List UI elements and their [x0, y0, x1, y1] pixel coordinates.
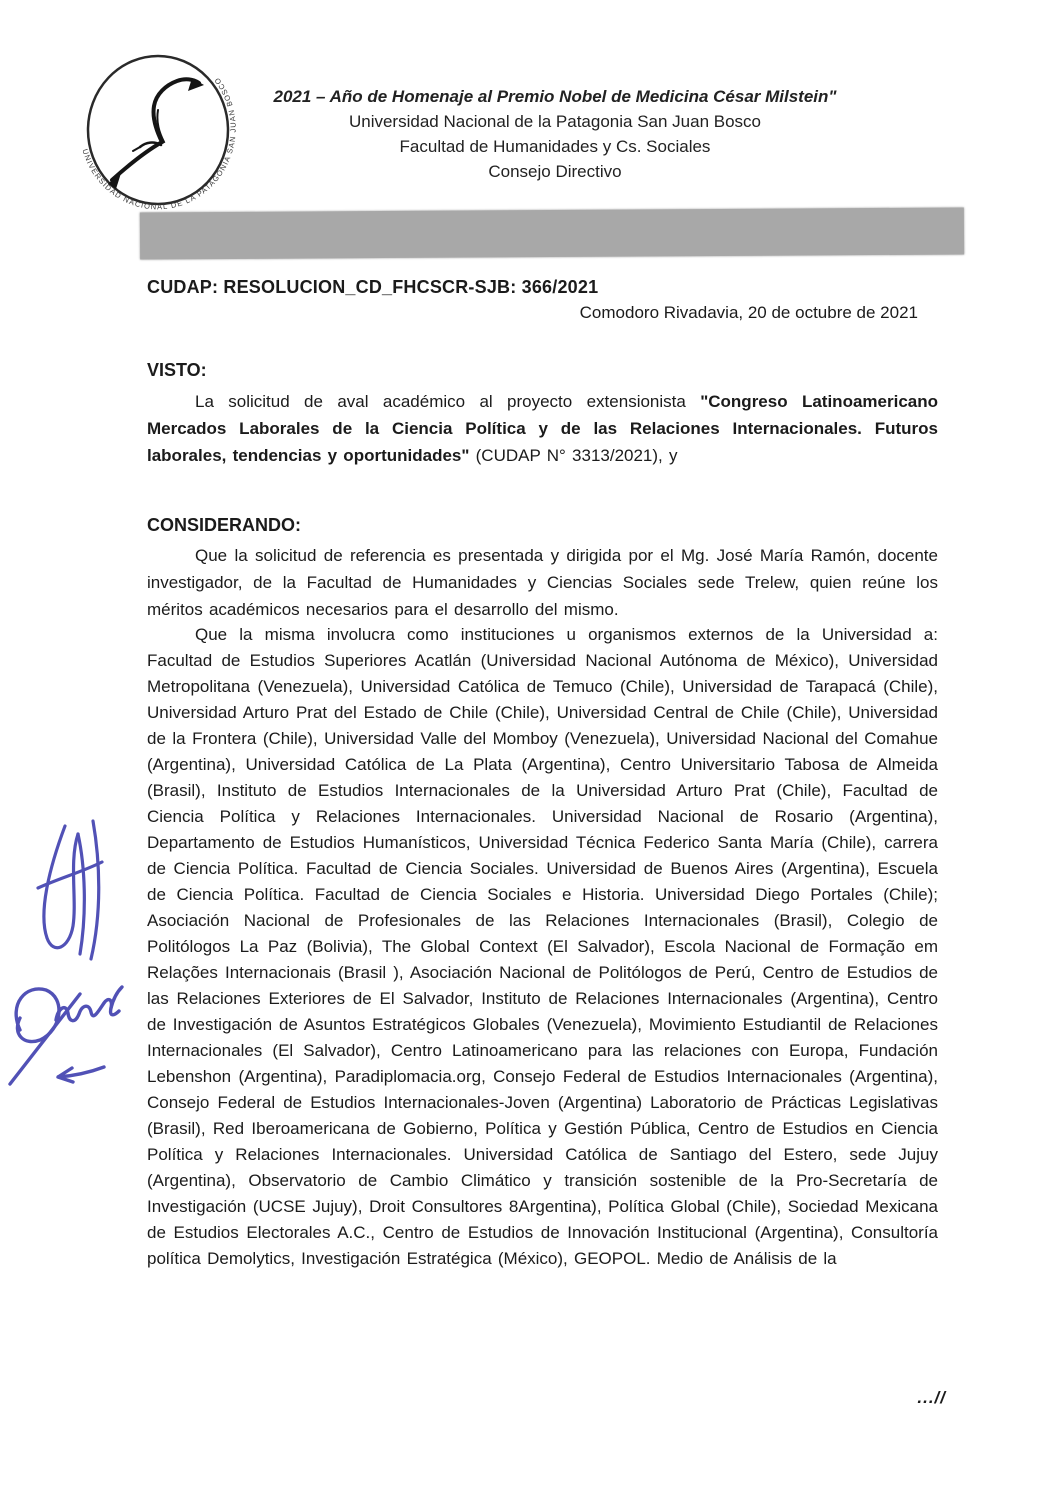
letterhead — [190, 84, 920, 184]
cudap-resolution-number: CUDAP: RESOLUCION_CD_FHCSCR-SJB: 366/2021 — [147, 277, 599, 297]
letterhead-motto: 2021 – Año de Homenaje al Premio Nobel de Medicina César Milstein" — [273, 87, 837, 106]
letterhead-faculty: Facultad de Humanidades y Cs. Sociales — [399, 137, 711, 156]
visto-label: VISTO: — [147, 360, 207, 380]
logo-ring-text: UNIVERSIDAD NACIONAL DE LA PATAGONIA SAN JUAN BOSCO — [80, 75, 238, 212]
visto-text-start: La solicitud de aval académico al proyecto extensionista — [195, 392, 701, 411]
visto-paragraph — [147, 388, 938, 469]
dateline: Comodoro Rivadavia, 20 de octubre de 2021 — [579, 303, 918, 322]
letterhead-university: Universidad Nacional de la Patagonia San Juan Bosco — [348, 112, 762, 131]
redaction-bar — [140, 207, 964, 259]
page-continuation-mark: ...// — [917, 1388, 946, 1407]
letterhead-council: Consejo Directivo — [488, 162, 622, 181]
considerando-label: CONSIDERANDO: — [147, 515, 302, 535]
considerando-paragraph-2: Que la misma involucra como instituciones u organismos externos de la Universidad a: Facultad de Estudios Superiores Acatlán (Universidad Nacional Autónoma de México), Universidad Metropolitana (Venezuela), Universidad Católica de Temuco (Chile), Universidad de Tarapacá (Chile), Universidad Arturo Prat del Estado de Chile (Chile), Universidad Central de Chile (Chile), Universidad de la Frontera (Chile), Universidad Valle del Momboy (Venezuela), Universidad Nacional del Comahue (Argentina), Universidad Católica de La Plata (Argentina), Centro Universitario Tabosa de Almeida (Brasil), Instituto de Estudios Internacionales de la Universidad Arturo Prat (Chile), Facultad de Ciencia Política y Relaciones Internacionales. Universidad Nacional de Rosario (Argentina), Departamento de Estudios Humanísticos, Universidad Técnica Federico Santa María (Chile), carrera de Ciencia Política. Facultad de Ciencia Sociales. Universidad de Buenos Aires (Argentina), Escuela de Ciencia Política. Facultad de Ciencia Sociales e Historia. Universidad Diego Portales (Chile); Asociación Nacional de Profesionales de las Relaciones Internacionales (Brasil), Colegio de Politólogos La Paz (Bolivia), The Global Context (El Salvador), Escola Nacional de Formação em Relações Internacionais (Brasil ), Asociación Nacional de Politólogos de Perú, Centro de Estudios de las Relaciones Exteriores de El Salvador, Instituto de Relaciones Internacionales (Argentina), Centro de Investigación de Asuntos Estratégicos Globales (Venezuela), Movimiento Estudiantil de Relaciones Internacionales (El Salvador), Centro Latinoamericano para las relaciones con Europa, Fundación Lebenshon (Argentina), Paradiplomacia.org, Consejo Federal de Estudios Internacionales (Argentina), Consejo Federal de Estudios Internacionales-Joven (Argentina) Laboratorio de Prácticas Legislativas (Brasil), Red Iberoamericana de Gobierno, Política y Gestión Pública, Centro de Estudios en Ciencia Política y Relaciones Internacionales. Universidad Católica de Santiago del Estero, sede Jujuy (Argentina), Observatorio de Cambio Climático y transición sostenible de la Pro-Secretaría de Investigación (UCSE Jujuy), Droit Consultores 8Argentina), Política Global (Chile), Sociedad Mexicana de Estudios Electorales A.C., Centro de Estudios de Innovación Institucional (Argentina), Consultoría política Demolytics, Investigación Estratégica (México), GEOPOL. Medio de Análisis de la — [147, 625, 938, 1268]
visto-text-end: (CUDAP N° 3313/2021), y — [469, 446, 678, 465]
handwritten-signature-1 — [10, 816, 130, 986]
handwritten-signature-2 — [0, 972, 130, 1112]
considerando-paragraph-1: Que la solicitud de referencia es presentada y dirigida por el Mg. José María Ramón, docente investigador, de la Facultad de Humanidades y Ciencias Sociales sede Trelew, quien reúne los méritos académicos necesarios para el desarrollo del mismo. — [147, 546, 938, 619]
visto-project-title: "Congreso Latinoamericano Mercados Laborales de la Ciencia Política y de las Relaciones Internacionales. Futuros laborales, tendencias y oportunidades" — [147, 392, 938, 465]
